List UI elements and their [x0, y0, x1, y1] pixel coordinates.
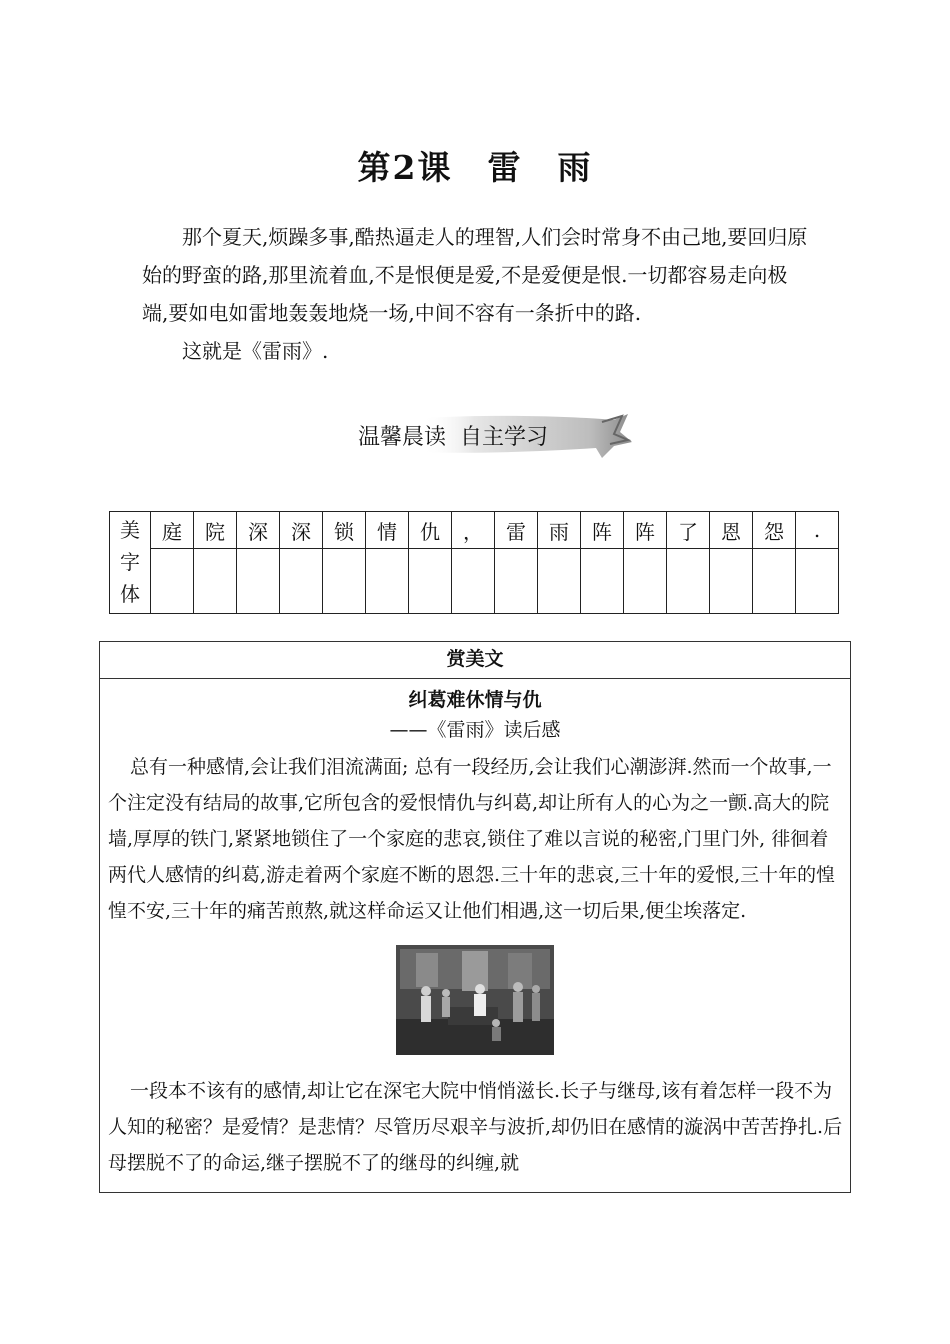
section-banner: [352, 412, 634, 458]
reading-box: [99, 641, 851, 1193]
char-cell: 了: [667, 512, 710, 549]
char-cell: 锁: [323, 512, 366, 549]
char-cell: 雨: [538, 512, 581, 549]
practice-cell[interactable]: [796, 549, 839, 614]
practice-cell[interactable]: [452, 549, 495, 614]
char-cell: 深: [237, 512, 280, 549]
article-paragraph: 总有一种感情,会让我们泪流满面; 总有一段经历,会让我们心潮澎湃.然而一个故事,一个注定没有结局的故事,它所包含的爱恨情仇与纠葛,却让所有人的心为之一颤.高大的院墙,厚厚的铁门,紧紧地锁住了一个家庭的悲哀,锁住了难以言说的秘密,门里门外, 徘徊着两代人感情的纠葛,游走着两个家庭不断的恩怨.三十年的悲哀,三十年的爱恨,三十年的惶惶不安,三十年的痛苦煎熬,就这样命运又让他们相遇,这一切后果,便尘埃落定.: [108, 756, 836, 922]
practice-cell[interactable]: [495, 549, 538, 614]
article-paragraph: 一段本不该有的感情,却让它在深宅大院中悄悄滋长.长子与继母,该有着怎样一段不为人知的秘密？是爱情？是悲情？尽管历尽艰辛与波折,却仍旧在感情的漩涡中苦苦挣扎.后母摆脱不了的命运,继子摆脱不了的继母的纠缠,就: [108, 1080, 843, 1174]
article-subtitle: ——《雷雨》读后感: [389, 719, 561, 741]
handwriting-practice-table: [109, 511, 839, 614]
practice-cell[interactable]: [280, 549, 323, 614]
banner-label: 温馨晨读 自主学习: [358, 425, 548, 450]
practice-cell[interactable]: [237, 549, 280, 614]
practice-cell[interactable]: [624, 549, 667, 614]
box-header: 赏美文: [100, 642, 850, 679]
char-cell: .: [796, 512, 839, 549]
practice-cell[interactable]: [323, 549, 366, 614]
practice-cell[interactable]: [667, 549, 710, 614]
char-cell: ，: [452, 512, 495, 549]
char-cell: 深: [280, 512, 323, 549]
char-cell: 雷: [495, 512, 538, 549]
practice-cell[interactable]: [538, 549, 581, 614]
practice-cell[interactable]: [194, 549, 237, 614]
char-cell: 怨: [753, 512, 796, 549]
practice-cell[interactable]: [409, 549, 452, 614]
char-cell: 院: [194, 512, 237, 549]
practice-cell[interactable]: [710, 549, 753, 614]
practice-cell[interactable]: [581, 549, 624, 614]
practice-cell[interactable]: [753, 549, 796, 614]
intro-paragraph: 那个夏天,烦躁多事,酷热逼走人的理智,人们会时常身不由己地,要回归原始的野蛮的路,那里流着血,不是恨便是爱,不是爱便是恨.一切都容易走向极端,要如电如雷地轰轰地烧一场,中间不容有一条折中的路.: [142, 225, 808, 325]
stage-photo: [396, 945, 554, 1055]
char-cell: 情: [366, 512, 409, 549]
char-cell: 阵: [624, 512, 667, 549]
char-cell: 恩: [710, 512, 753, 549]
article-title: 纠葛难休情与仇: [408, 689, 542, 711]
char-cell: 仇: [409, 512, 452, 549]
practice-cell[interactable]: [151, 549, 194, 614]
char-cell: 庭: [151, 512, 194, 549]
practice-cell[interactable]: [366, 549, 409, 614]
intro-section: [142, 218, 810, 370]
intro-closing: 这就是《雷雨》.: [182, 339, 329, 363]
char-cell: 阵: [581, 512, 624, 549]
lesson-title: 第2课 雷 雨: [357, 148, 593, 187]
table-label: 美字体: [110, 512, 151, 614]
